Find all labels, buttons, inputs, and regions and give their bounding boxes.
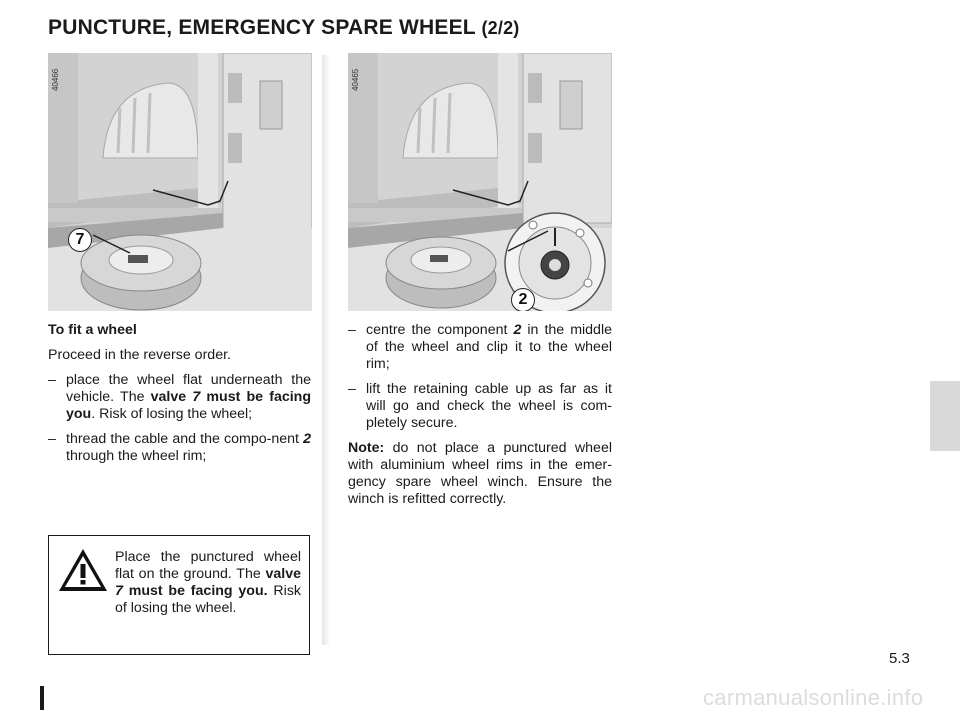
list-dash: – [48,372,56,388]
list-item-emphasis: valve [150,389,193,405]
column-divider [322,55,330,645]
section-tab-marker [930,381,960,451]
figure-right-illustration [348,53,612,311]
right-text-column [348,322,612,516]
corner-mark [40,686,44,710]
section-heading: To fit a wheel [48,322,137,338]
callout-2: 2 [511,288,535,311]
warning-text-part: Place the punctured wheel flat on the ground. The [115,549,301,582]
list-item [48,431,311,465]
warning-text-reference: 7 [115,583,123,599]
list-item [48,372,311,423]
list-item-reference: 2 [513,322,522,338]
warning-box [48,535,310,655]
list-item-text: thread the cable and the compo-nent [66,431,304,447]
note-label: Note: [348,440,385,456]
list-item-reference: 7 [192,389,201,405]
page-title [48,16,519,40]
figure-left [48,53,312,311]
list-dash: – [348,322,356,338]
list-item-text: place the wheel flat underneath the vehicle. The [66,372,311,405]
page-title-text: PUNCTURE, EMERGENCY SPARE WHEEL [48,16,476,39]
callout-7: 7 [68,228,92,252]
list-item-emphasis: must be facing you [66,389,311,422]
watermark: carmanualsonline.info [703,685,924,710]
list-item [348,381,612,432]
list-item-text: through the wheel rim; [66,448,207,464]
list-item [348,322,612,373]
note-paragraph [348,440,612,508]
intro-paragraph: Proceed in the reverse order. [48,347,231,363]
page-title-suffix: (2/2) [481,18,520,38]
list-dash: – [48,431,56,447]
list-item-text: in the middle of the wheel and clip it to the wheel rim; [366,322,612,372]
list-item-text: lift the retaining cable up as far as it will go and check the wheel is com-pletely secure. [366,381,612,431]
figure-right-code: 40465 [351,68,360,91]
warning-text [77,549,301,617]
page-number: 5.3 [889,650,910,667]
warning-text-part: Risk of losing the wheel. [115,583,302,616]
note-text: do not place a punctured wheel with aluminium wheel rims in the emer-gency spare wheel winch. Ensure the winch is refitted correctly. [348,440,612,507]
list-item-text: centre the component [366,322,514,338]
warning-text-emphasis: must be facing you. [122,583,268,599]
list-item-text: . Risk of losing the wheel; [91,406,253,422]
figure-right [348,53,612,311]
figure-left-code: 40466 [51,68,60,91]
left-text-column [48,322,311,473]
warning-text-emphasis: valve [265,566,301,582]
list-item-reference: 2 [303,431,311,447]
list-dash: – [348,381,356,397]
figure-left-illustration [48,53,312,311]
